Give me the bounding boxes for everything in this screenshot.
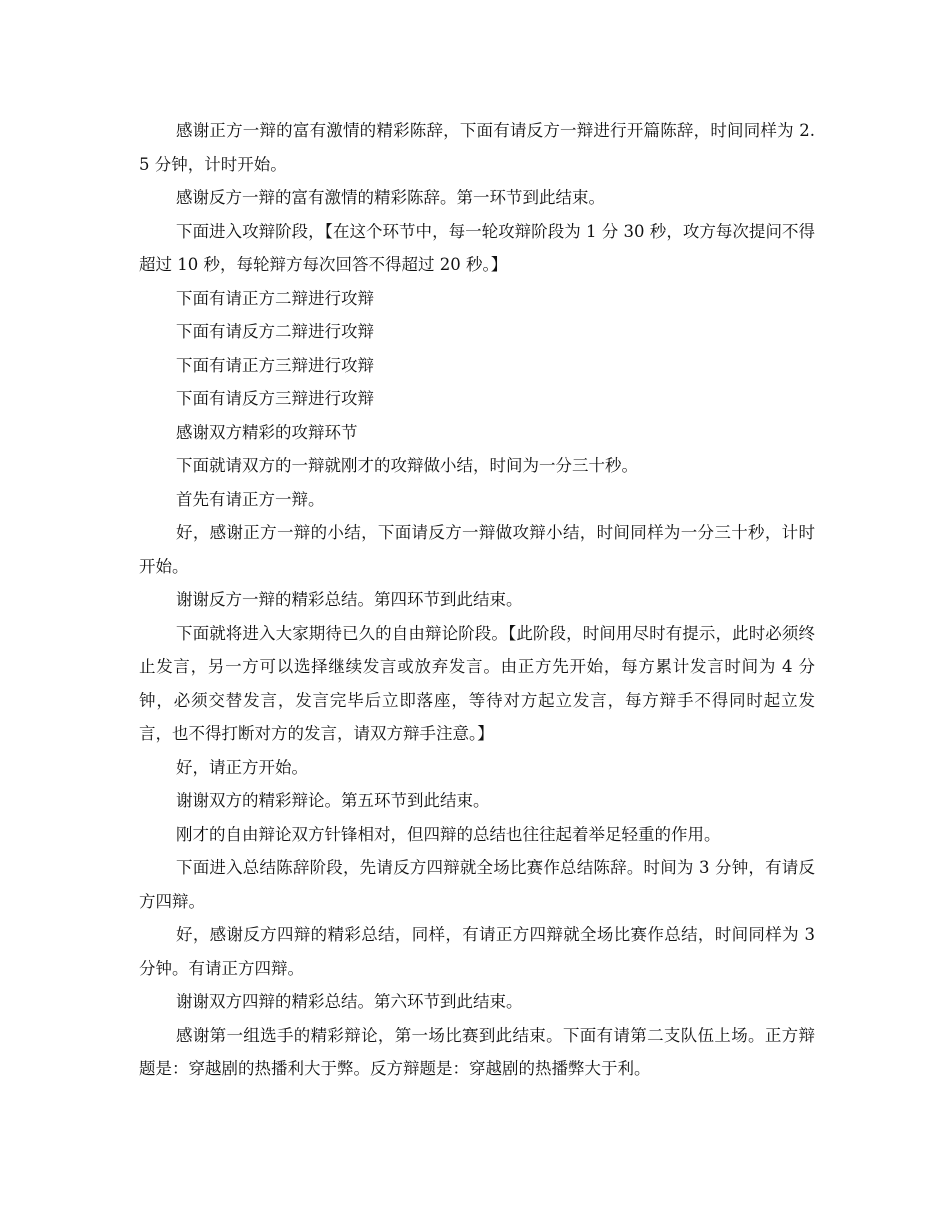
paragraph: 感谢第一组选手的精彩辩论，第一场比赛到此结束。下面有请第二支队伍上场。正方辩题是：穿越剧的热播利大于弊。反方辩题是：穿越剧的热播弊大于利。 [139, 1025, 815, 1078]
paragraph: 谢谢双方四辩的精彩总结。第六环节到此结束。 [176, 992, 523, 1011]
paragraph: 感谢正方一辩的富有激情的精彩陈辞，下面有请反方一辩进行开篇陈辞，时间同样为 2.5 分钟，计时开始。 [139, 121, 815, 174]
paragraph: 下面就将进入大家期待已久的自由辩论阶段。【此阶段，时间用尽时有提示，此时必须终止发言，另一方可以选择继续发言或放弃发言。由正方先开始，每方累计发言时间为 4 分钟，必须交替发言，发言完毕后立即落座，等待对方起立发言，每方辩手不得同时起立发言，也不得打断对方的发言，请双方辩手注意。】 [139, 623, 815, 743]
document-body [139, 114, 815, 1086]
paragraph: 感谢反方一辩的富有激情的精彩陈辞。第一环节到此结束。 [176, 188, 605, 207]
paragraph: 谢谢双方的精彩辩论。第五环节到此结束。 [176, 791, 490, 810]
paragraph: 谢谢反方一辩的精彩总结。第四环节到此结束。 [176, 590, 523, 609]
paragraph: 好，感谢正方一辩的小结，下面请反方一辩做攻辩小结，时间同样为一分三十秒，计时开始。 [139, 523, 815, 576]
paragraph: 好，请正方开始。 [176, 757, 308, 777]
paragraph: 下面进入总结陈辞阶段，先请反方四辩就全场比赛作总结陈辞。时间为 3 分钟，有请反方四辩。 [139, 858, 815, 911]
paragraph: 感谢双方精彩的攻辩环节 [176, 422, 358, 442]
paragraph: 好，感谢反方四辩的精彩总结，同样，有请正方四辩就全场比赛作总结，时间同样为 3 分钟。有请正方四辩。 [139, 925, 815, 978]
paragraph: 首先有请正方一辩。 [176, 489, 325, 509]
paragraph: 下面有请反方二辩进行攻辩 [176, 322, 374, 341]
paragraph: 下面有请反方三辩进行攻辩 [176, 389, 374, 408]
paragraph: 下面就请双方的一辩就刚才的攻辩做小结，时间为一分三十秒。 [176, 456, 638, 475]
paragraph: 刚才的自由辩论双方针锋相对，但四辩的总结也往往起着举足轻重的作用。 [176, 824, 721, 844]
paragraph: 下面有请正方三辩进行攻辩 [176, 355, 374, 375]
paragraph: 下面有请正方二辩进行攻辩 [176, 288, 374, 308]
paragraph: 下面进入攻辩阶段，【在这个环节中，每一轮攻辩阶段为 1 分 30 秒，攻方每次提问不得超过 10 秒，每轮辩方每次回答不得超过 20 秒。】 [139, 221, 815, 274]
